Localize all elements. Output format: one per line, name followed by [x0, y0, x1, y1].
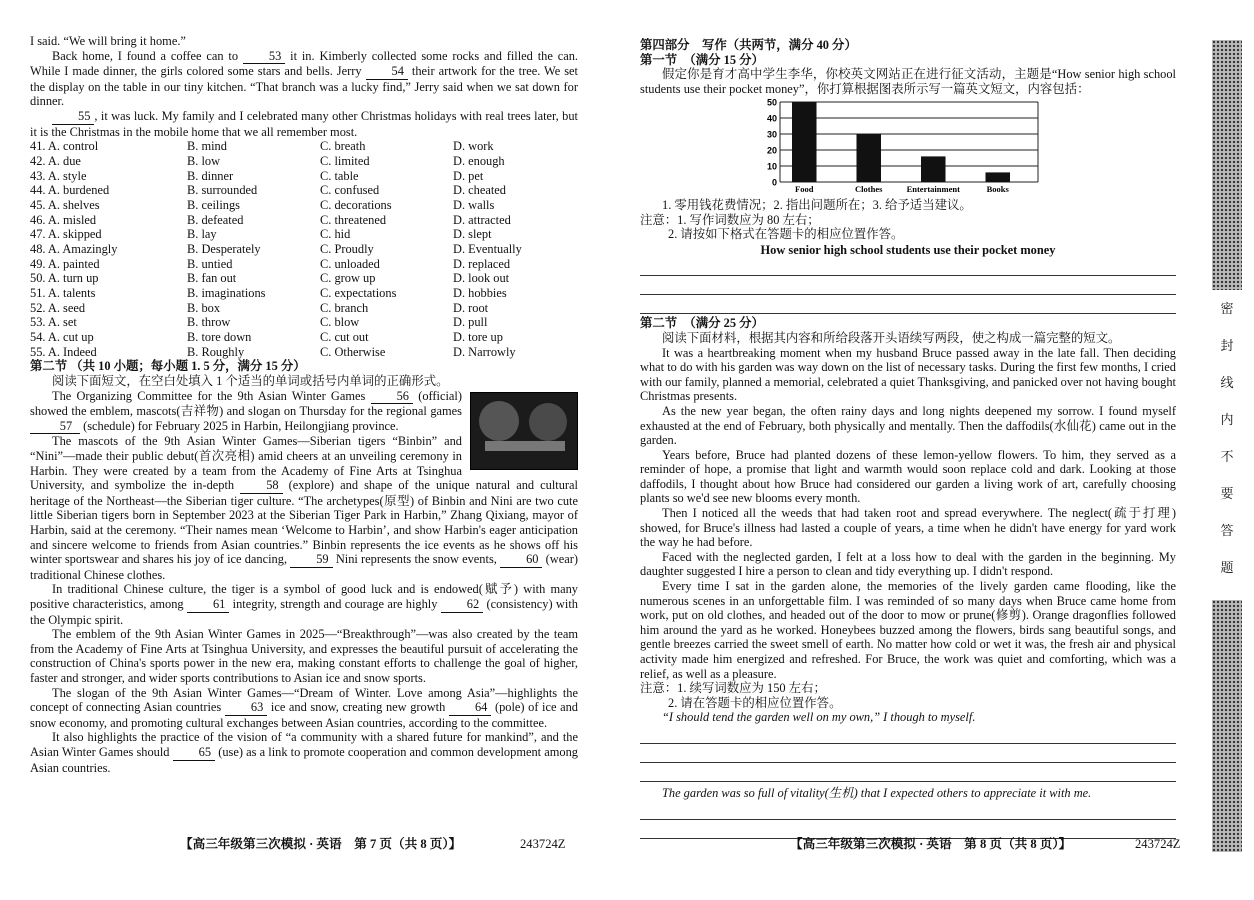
- story-paragraph: 55 , it was luck. My family and I celebrated many other Christmas holidays with real trees later, but it is the Christmas in the mobile home that we all remember most.: [30, 108, 578, 139]
- note-3: 注意：1. 续写词数应为 150 左右；: [640, 681, 826, 696]
- option-cell[interactable]: 49. A. painted: [30, 256, 100, 271]
- option-cell[interactable]: B. defeated: [187, 212, 244, 227]
- option-cell[interactable]: D. replaced: [453, 256, 511, 271]
- option-cell[interactable]: D. pet: [453, 168, 484, 183]
- x-category-label: Clothes: [855, 184, 883, 195]
- reading-paragraph: Every time I sat in the garden alone, the memories of the lively garden came flooding, like the numerous scenes in an unforgettable film. I was reminded of so many days when Bruce came home from work, put on old clothes, and headed out of the door to mow or prune(修剪). Orange dragonflies followed him around the yard as he worked. Honeybees buzzed among the flowers, birds sang beautiful songs, and gentle breezes carried the sweet smell of earth. No matter how cold or wet it was, the fresh air and physical activity made him energized and refreshed. For Bruce, the work was quiet and comforting, which was a relief, as well as a pleasure.: [640, 579, 1176, 681]
- option-cell[interactable]: 41. A. control: [30, 139, 99, 154]
- option-cell[interactable]: D. Eventually: [453, 241, 522, 256]
- blank-65[interactable]: 65: [173, 745, 215, 761]
- option-cell[interactable]: C. limited: [320, 153, 370, 168]
- option-cell[interactable]: 52. A. seed: [30, 300, 86, 315]
- option-cell[interactable]: C. blow: [320, 315, 360, 330]
- page-7-footer: 【高三年级第三次模拟 · 英语 第 7 页（共 8 页）】: [180, 837, 462, 851]
- option-cell[interactable]: B. dinner: [187, 168, 234, 183]
- blank-64[interactable]: 64: [449, 700, 491, 716]
- section-1-heading: 第一节 （满分 15 分）: [640, 52, 764, 67]
- binding-char: 要: [1220, 486, 1234, 501]
- option-cell[interactable]: D. hobbies: [453, 286, 507, 301]
- binding-pattern: [1212, 600, 1242, 852]
- writing-line[interactable]: [640, 295, 1176, 314]
- binding-pattern: [1212, 40, 1242, 290]
- option-cell[interactable]: C. threatened: [320, 212, 387, 227]
- binding-char: 内: [1220, 412, 1234, 427]
- option-cell[interactable]: D. walls: [453, 197, 495, 212]
- option-cell[interactable]: 55. A. Indeed: [30, 344, 97, 359]
- option-cell[interactable]: C. decorations: [320, 197, 392, 212]
- page-8-footer: 【高三年级第三次模拟 · 英语 第 8 页（共 8 页）】: [790, 837, 1072, 851]
- y-tick-label: 10: [766, 161, 777, 172]
- passage-paragraph: The slogan of the 9th Asian Winter Games—“Dream of Winter. Love among Asia”—highlights the concept of connecting Asian countries 63 ice and snow, creating new growth 64 (pole) of ice and snow economy, and promoting cultural exchanges between Asian countries, according to the committee.: [30, 685, 578, 730]
- blank-63[interactable]: 63: [225, 700, 267, 716]
- bar-chart-svg: [758, 98, 1048, 194]
- option-cell[interactable]: 44. A. burdened: [30, 183, 110, 198]
- binding-char: 答: [1220, 523, 1234, 538]
- option-cell[interactable]: B. ceilings: [187, 197, 240, 212]
- blank-55[interactable]: 55: [52, 109, 94, 125]
- section-2-heading: 第二节 （满分 25 分）: [640, 316, 764, 331]
- x-category-label: Entertainment: [906, 184, 960, 195]
- option-cell[interactable]: D. Narrowly: [453, 344, 516, 359]
- blank-61[interactable]: 61: [187, 597, 229, 613]
- section-2-instruction: 阅读下面短文，在空白处填入 1 个适当的单词或括号内单词的正确形式。: [52, 374, 449, 389]
- option-cell[interactable]: C. grow up: [320, 271, 376, 286]
- blank-54[interactable]: 54: [366, 64, 408, 80]
- reading-paragraph: Faced with the neglected garden, I felt at a loss how to deal with the garden in the beginning. My daughter suggested I hire a person to clean and tidy everything up. I didn't respond.: [640, 549, 1176, 579]
- continuation-prompt-2: The garden was so full of vitality(生机) that I expected others to appreciate it with me.: [662, 785, 1092, 800]
- binding-char: 题: [1220, 560, 1234, 575]
- option-cell[interactable]: 50. A. turn up: [30, 271, 99, 286]
- option-cell[interactable]: C. hid: [320, 227, 351, 242]
- bar-books: [985, 173, 1010, 183]
- option-cell[interactable]: 45. A. shelves: [30, 197, 100, 212]
- passage-paragraph: The Organizing Committee for the 9th Asian Winter Games 56 (official) showed the emblem, mascots(吉祥物) and slogan on Thursday for the regional games 57 (schedule) for February 2025 in Harbin, Heilongjiang province.: [30, 388, 462, 433]
- option-cell[interactable]: B. lay: [187, 227, 217, 242]
- content-points: 1. 零用钱花费情况；2. 指出问题所在；3. 给予适当建议。: [662, 197, 972, 212]
- blank-62[interactable]: 62: [441, 597, 483, 613]
- option-cell[interactable]: B. throw: [187, 315, 231, 330]
- pocket-money-chart: [758, 98, 1176, 198]
- option-cell[interactable]: 46. A. misled: [30, 212, 97, 227]
- section-1-instruction: 假定你是育才高中学生李华，你校英文网站正在进行征文活动，主题是“How senior high school students use their pocket money”，你打算根据图表所示写一篇英文短文，内容包括：: [640, 67, 1176, 96]
- blank-60[interactable]: 60: [500, 552, 542, 568]
- section-2-instruction: 阅读下面材料，根据其内容和所给段落开头语续写两段，使之构成一篇完整的短文。: [662, 330, 1121, 345]
- option-cell[interactable]: B. untied: [187, 256, 233, 271]
- passage-paragraph: The mascots of the 9th Asian Winter Games—Siberian tigers “Binbin” and “Nini”—made their public debut(首次亮相) amid cheers at an unveiling ceremony in Harbin. They were created by a team from the Academy of Fine Arts at Tsinghua University, and symbolize the in-depth 58 (explore) and shape of the unique natural and cultural heritage of the Northeast—the Siberian tiger culture. “The archetypes(原型) of Binbin and Nini are two cute little Siberian tigers born in September 2023 at the Siberian Tiger Park in Harbin,” Zhang Qixiang, mayor of Harbin, said at the ceremony. “Their names mean ‘Welcome to Harbin’, and show Harbin's eager anticipation and sincere welcome to friends from Asian countries.” Binbin represents the ice events as he shows off his winter sportswear and shares his joy of ice dancing, 59 Nini represents the snow events, 60 (wear) traditional Chinese clothes.: [30, 434, 578, 582]
- reading-paragraph: It was a heartbreaking moment when my husband Bruce passed away in the late fall. Then deciding what to do with his garden was way down on the list of necessary tasks. During the first few months, I cried with our family, planned a memorial, celebrated a quiet Thanksgiving, and panicked over not having bought Christmas presents.: [640, 345, 1176, 404]
- blank-56[interactable]: 56: [371, 389, 413, 405]
- mascot-photo: [470, 392, 578, 470]
- blank-59[interactable]: 59: [290, 552, 332, 568]
- y-tick-label: 50: [766, 98, 777, 108]
- bar-clothes: [856, 134, 881, 182]
- option-cell[interactable]: D. root: [453, 300, 489, 315]
- passage-paragraph: In traditional Chinese culture, the tiger is a symbol of good luck and is endowed(赋予) with many positive characteristics, among 61 integrity, strength and courage are highly 62 (consistency) with the Olympic spirit.: [30, 582, 578, 627]
- blank-58[interactable]: 58: [240, 478, 282, 494]
- essay-title: How senior high school students use their pocket money: [760, 242, 1056, 257]
- bar-entertainment: [921, 157, 946, 183]
- section-2-heading: 第二节 （共 10 小题；每小题 1. 5 分，满分 15 分）: [30, 359, 306, 374]
- note-2: 2. 请按如下格式在答题卡的相应位置作答。: [668, 227, 904, 242]
- x-category-label: Food: [795, 184, 814, 195]
- option-cell[interactable]: D. slept: [453, 227, 492, 242]
- option-cell[interactable]: C. unloaded: [320, 256, 380, 271]
- option-cell[interactable]: 51. A. talents: [30, 286, 96, 301]
- x-category-label: Books: [986, 184, 1009, 195]
- option-cell[interactable]: 42. A. due: [30, 153, 81, 168]
- part-4-heading: 第四部分 写作（共两节，满分 40 分）: [640, 38, 857, 52]
- option-cell[interactable]: B. box: [187, 300, 221, 315]
- left-page: [30, 34, 578, 775]
- option-cell[interactable]: C. Otherwise: [320, 344, 386, 359]
- passage-paragraph: The emblem of the 9th Asian Winter Games in 2025—“Breakthrough”—was also created by the team from the Academy of Fine Arts at Tsinghua University, and expresses the beautiful pursuit of accelerating the construction of China's sports power in the new era, making constant efforts to challenge the goal of higher, faster and stronger, and wider sports contributions to Asian ice and snow sports.: [30, 627, 578, 685]
- binding-char: 密: [1220, 301, 1234, 316]
- note-1: 注意：1. 写作词数应为 80 左右；: [640, 212, 820, 227]
- writing-line[interactable]: [640, 763, 1176, 782]
- option-cell[interactable]: 54. A. cut up: [30, 330, 94, 345]
- y-tick-label: 20: [766, 145, 777, 156]
- bar-food: [792, 102, 817, 182]
- option-cell[interactable]: B. low: [187, 153, 221, 168]
- option-cell[interactable]: C. branch: [320, 300, 369, 315]
- writing-line[interactable]: [640, 820, 1176, 839]
- page-7-code: 243724Z: [520, 837, 566, 851]
- option-cell[interactable]: B. surrounded: [187, 183, 258, 198]
- blank-57[interactable]: 57: [30, 419, 80, 435]
- option-cell[interactable]: B. tore down: [187, 330, 252, 345]
- passage-paragraph: It also highlights the practice of the vision of “a community with a shared future for mankind”, and the Asian Winter Games should 65 (use) as a link to promote cooperation and common development among Asian countries.: [30, 730, 578, 775]
- option-cell[interactable]: D. pull: [453, 315, 488, 330]
- option-cell[interactable]: D. enough: [453, 153, 505, 168]
- y-tick-label: 40: [766, 113, 777, 124]
- option-cell[interactable]: C. confused: [320, 183, 380, 198]
- y-tick-label: 30: [766, 129, 777, 140]
- binding-char: 不: [1220, 449, 1234, 464]
- continuation-prompt-1: “I should tend the garden well on my own,” I though to myself.: [662, 710, 976, 725]
- option-cell[interactable]: B. fan out: [187, 271, 237, 286]
- option-cell[interactable]: C. cut out: [320, 330, 369, 345]
- writing-line[interactable]: [640, 801, 1176, 820]
- note-4: 2. 请在答题卡的相应位置作答。: [668, 695, 842, 710]
- reading-paragraph: As the new year began, the often rainy days and long nights deepened my sorrow. I found myself exhausted at the end of February, both physically and mentally. Then the daffodils(水仙花) came out in the garden.: [640, 403, 1176, 448]
- option-cell[interactable]: B. Roughly: [187, 344, 245, 359]
- reading-paragraph: Then I noticed all the weeds that had taken root and spread everywhere. The neglect(疏于打理) showed, for Bruce's illness had lasted a couple of years, a time when he didn't have energy for yard work the way he had before.: [640, 506, 1176, 550]
- options-grid: [30, 139, 578, 359]
- option-cell[interactable]: C. Proudly: [320, 241, 374, 256]
- option-cell[interactable]: D. cheated: [453, 183, 506, 198]
- option-cell[interactable]: C. expectations: [320, 286, 397, 301]
- binding-char: 线: [1220, 375, 1234, 390]
- story-paragraph: Back home, I found a coffee can to 53 it in. Kimberly collected some rocks and filled the can. While I made dinner, the girls colored some stars and bells. Jerry 54 their artwork for the tree. We set the display on the table in our tiny kitchen. “That branch was a lucky find,” Jerry said when we sat down for dinner.: [30, 48, 578, 109]
- blank-53[interactable]: 53: [243, 49, 285, 65]
- option-cell[interactable]: B. mind: [187, 139, 227, 154]
- story-line: I said. “We will bring it home.”: [30, 34, 186, 48]
- page-8-code: 243724Z: [1135, 837, 1181, 851]
- writing-line[interactable]: [640, 257, 1176, 276]
- option-cell[interactable]: B. Desperately: [187, 241, 261, 256]
- binding-char: 封: [1220, 338, 1234, 353]
- reading-paragraph: Years before, Bruce had planted dozens of these lemon-yellow flowers. To him, they served as a reminder of hope, a promise that light and warmth would soon replace cold and dark. Looking at those daffodils, I thought about how Bruce had considered our garden a living work of art, carefully choosing plants so we'd see new blooms every month.: [640, 447, 1176, 506]
- option-cell[interactable]: C. breath: [320, 139, 366, 154]
- option-cell[interactable]: D. tore up: [453, 330, 503, 345]
- writing-line[interactable]: [640, 725, 1176, 744]
- option-cell[interactable]: 48. A. Amazingly: [30, 241, 118, 256]
- option-cell[interactable]: 47. A. skipped: [30, 227, 102, 242]
- y-tick-label: 0: [771, 177, 777, 188]
- option-cell[interactable]: C. table: [320, 168, 359, 183]
- option-cell[interactable]: D. look out: [453, 271, 510, 286]
- option-cell[interactable]: 53. A. set: [30, 315, 77, 330]
- writing-line[interactable]: [640, 276, 1176, 295]
- right-page: [640, 38, 1176, 839]
- option-cell[interactable]: 43. A. style: [30, 168, 87, 183]
- writing-line[interactable]: [640, 744, 1176, 763]
- binding-strip: [1212, 40, 1242, 852]
- option-cell[interactable]: B. imaginations: [187, 286, 266, 301]
- option-cell[interactable]: D. work: [453, 139, 494, 154]
- option-cell[interactable]: D. attracted: [453, 212, 511, 227]
